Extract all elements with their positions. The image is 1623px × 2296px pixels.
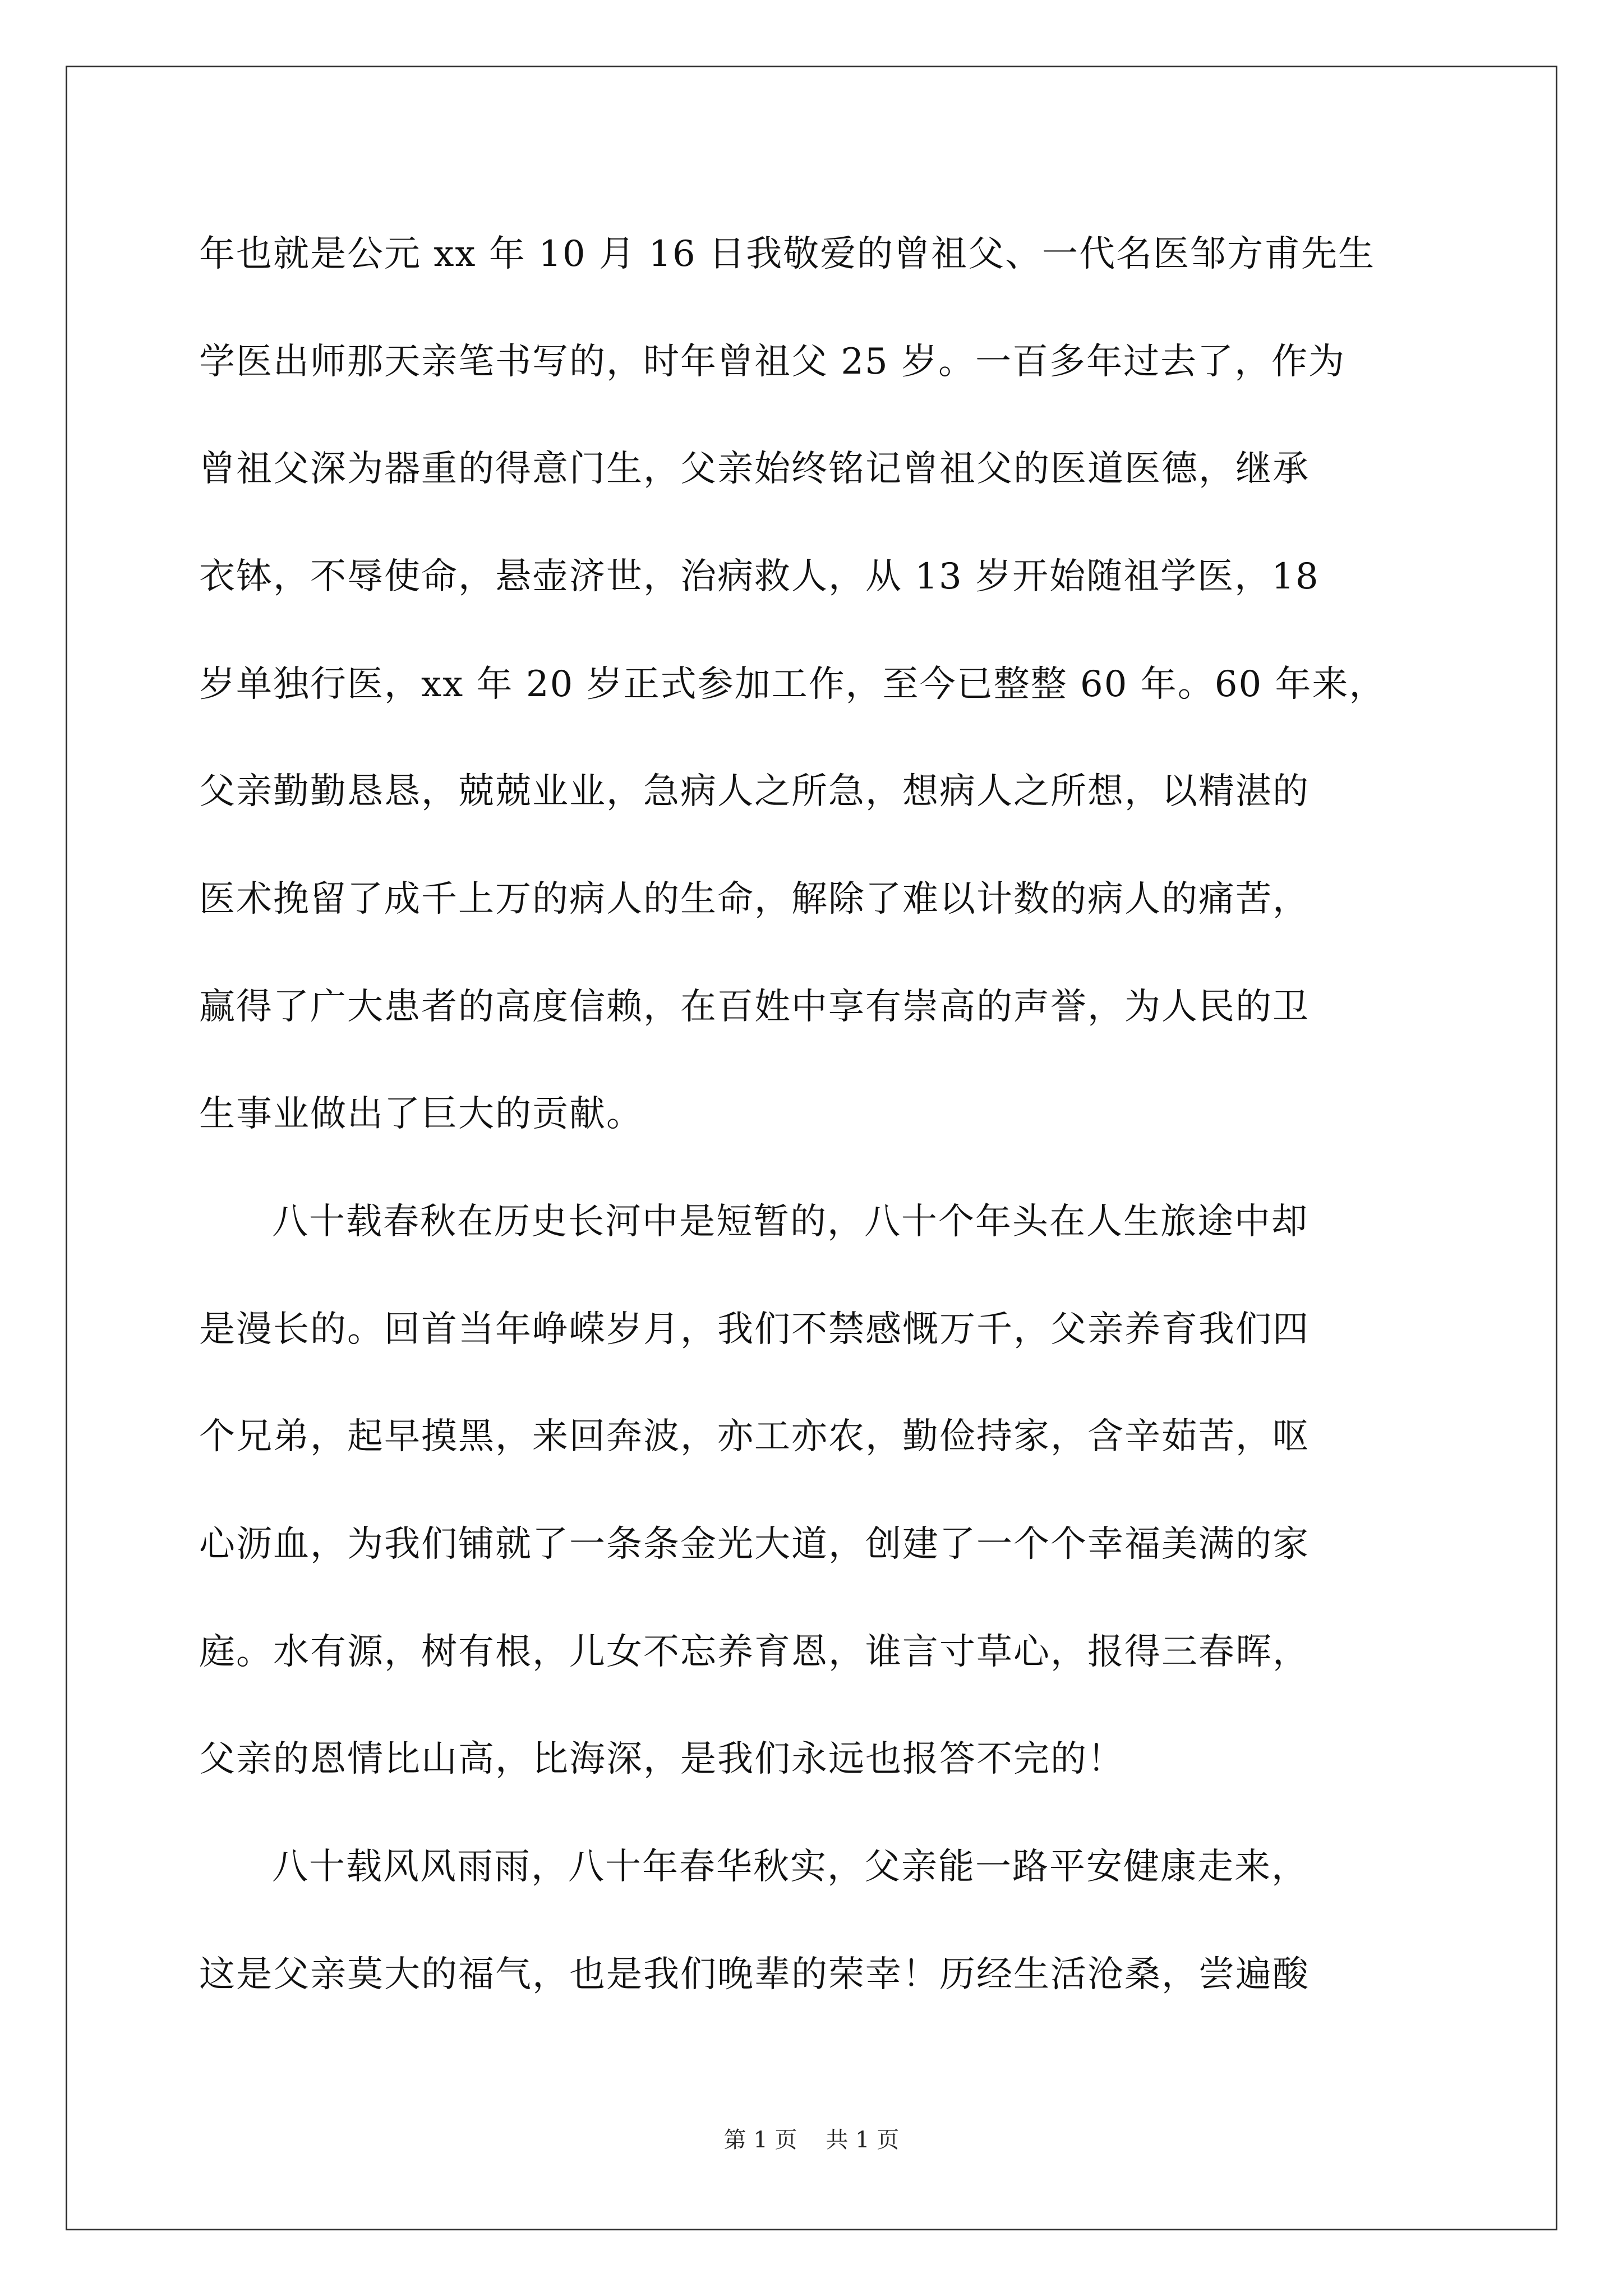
paragraph-2-line-1: 八十载春秋在历史长河中是短暂的，八十个年头在人生旅途中却 <box>272 1201 1308 1243</box>
page-number-label: 第 1 页 <box>723 2127 797 2153</box>
paragraph-2-line-3: 个兄弟，起早摸黑，来回奔波，亦工亦农，勤俭持家，含辛茹苦，呕 <box>199 1416 1310 1457</box>
paragraph-3-line-2: 这是父亲莫大的福气，也是我们晚辈的荣幸！历经生活沧桑，尝遍酸 <box>199 1954 1310 1995</box>
paragraph-2-line-2: 是漫长的。回首当年峥嵘岁月，我们不禁感慨万千，父亲养育我们四 <box>199 1309 1310 1350</box>
page-total-label: 共 1 页 <box>826 2127 900 2153</box>
paragraph-1-line-7: 医术挽留了成千上万的病人的生命，解除了难以计数的病人的痛苦， <box>199 878 1310 920</box>
paragraph-1-line-9: 生事业做出了巨大的贡献。 <box>199 1093 643 1135</box>
paragraph-1-line-5: 岁单独行医，xx 年 20 岁正式参加工作，至今已整整 60 年。60 年来， <box>199 664 1386 705</box>
paragraph-1-line-1: 年也就是公元 xx 年 10 月 16 日我敬爱的曾祖父、一代名医邹方甫先生 <box>199 233 1376 275</box>
paragraph-2-line-4: 心沥血，为我们铺就了一条条金光大道，创建了一个个幸福美满的家 <box>199 1524 1310 1565</box>
paragraph-2-line-6: 父亲的恩情比山高，比海深，是我们永远也报答不完的！ <box>199 1738 1124 1780</box>
paragraph-2-line-5: 庭。水有源，树有根，儿女不忘养育恩，谁言寸草心，报得三春晖， <box>199 1631 1310 1673</box>
page-footer <box>0 2123 1623 2157</box>
paragraph-1-line-8: 赢得了广大患者的高度信赖，在百姓中享有崇高的声誉，为人民的卫 <box>199 986 1310 1028</box>
paragraph-1-line-2: 学医出师那天亲笔书写的，时年曾祖父 25 岁。一百多年过去了，作为 <box>199 341 1346 383</box>
paragraph-1-line-4: 衣钵，不辱使命，悬壶济世，治病救人，从 13 岁开始随祖学医，18 <box>199 556 1320 597</box>
page-border <box>66 66 1557 2230</box>
paragraph-3-line-1: 八十载风风雨雨，八十年春华秋实，父亲能一路平安健康走来， <box>272 1846 1308 1888</box>
paragraph-1-line-6: 父亲勤勤恳恳，兢兢业业，急病人之所急，想病人之所想，以精湛的 <box>199 771 1310 812</box>
paragraph-1-line-3: 曾祖父深为器重的得意门生，父亲始终铭记曾祖父的医道医德，继承 <box>199 448 1310 490</box>
